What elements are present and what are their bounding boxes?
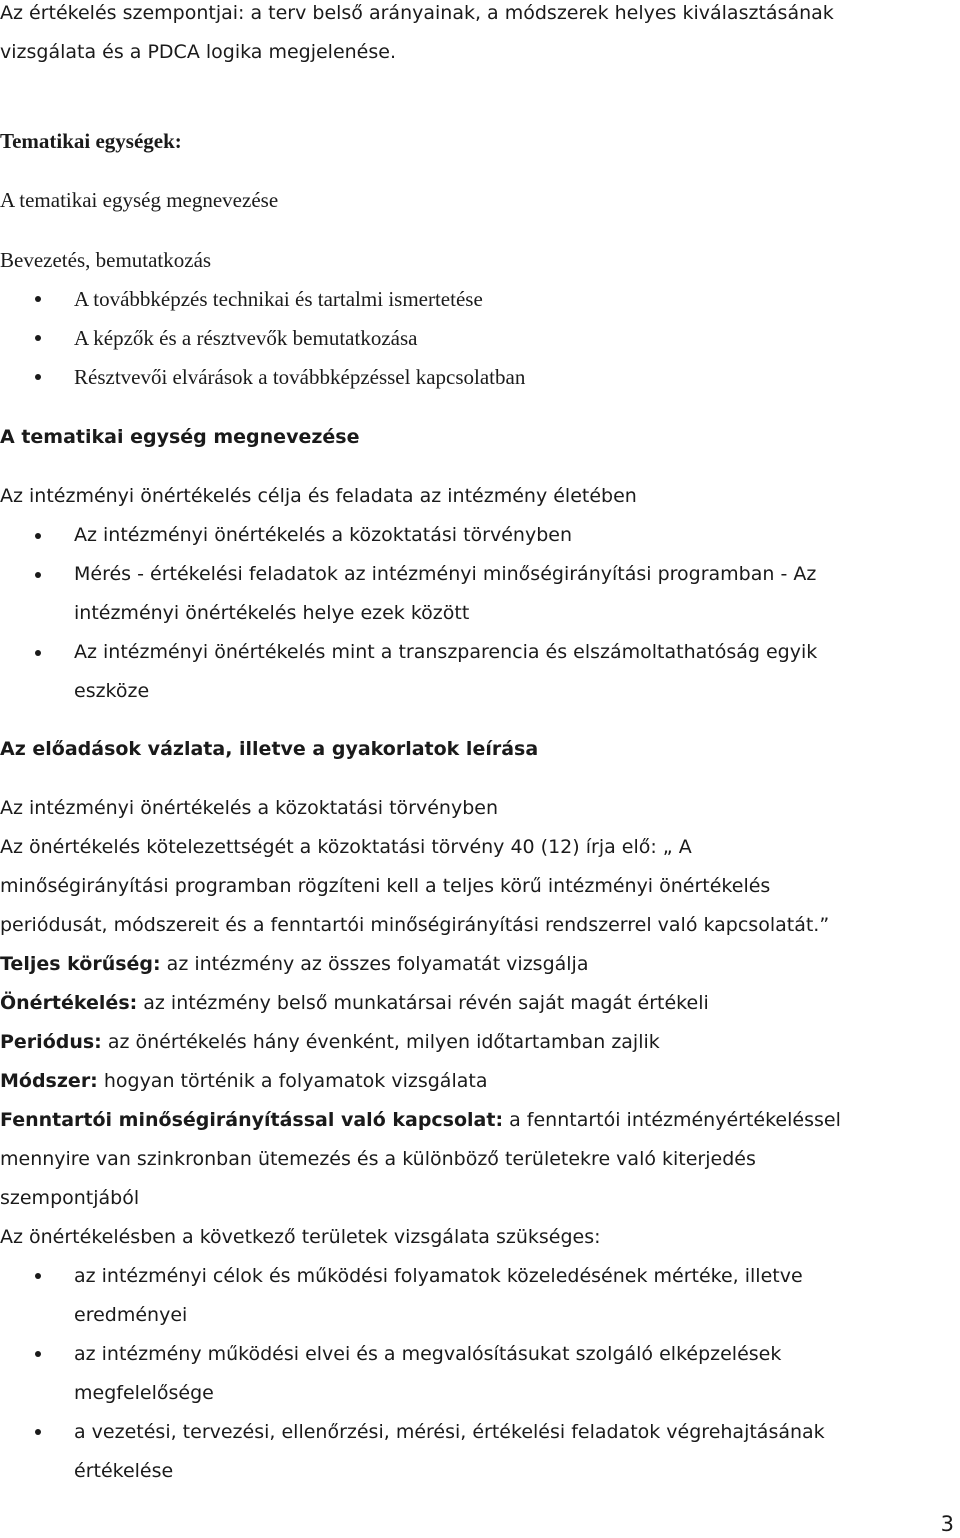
intro-line-2: vizsgálata és a PDCA logika megjelenése.: [0, 41, 397, 63]
page-number: 3: [940, 1512, 954, 1536]
bullet-icon: [35, 335, 41, 341]
list-item: a vezetési, tervezési, ellenőrzési, mérési, értékelési feladatok végrehajtásának: [74, 1421, 825, 1443]
bullet-icon: [35, 533, 41, 539]
intro-line-1: Az értékelés szempontjai: a terv belső arányainak, a módszerek helyes kiválasztásának: [0, 2, 834, 24]
section-heading-units: Tematikai egységek:: [0, 129, 182, 153]
bullet-icon: [35, 1273, 41, 1279]
unit-label-2: A tematikai egység megnevezése: [0, 426, 360, 448]
list-item: A képzők és a résztvevők bemutatkozása: [74, 326, 418, 350]
list-item: Mérés - értékelési feladatok az intézményi minőségirányítási programban - Az: [74, 563, 817, 585]
definition-text: a fenntartói intézményértékeléssel: [503, 1109, 841, 1131]
paragraph-line: minőségirányítási programban rögzíteni kell a teljes körű intézményi önértékelés: [0, 875, 771, 897]
definition-term: Önértékelés:: [0, 992, 138, 1014]
list-item: A továbbképzés technikai és tartalmi ismertetése: [74, 287, 483, 311]
list-item-continuation: intézményi önértékelés helye ezek között: [74, 602, 470, 624]
bullet-icon: [35, 1351, 41, 1357]
bullet-icon: [35, 650, 41, 656]
definition-row: [0, 1101, 841, 1140]
list-item: az intézmény működési elvei és a megvalósításukat szolgáló elképzelések: [74, 1343, 782, 1365]
paragraph-line: periódusát, módszereit és a fenntartói minőségirányítási rendszerrel való kapcsolatát.”: [0, 914, 830, 936]
definition-term: Teljes körűség:: [0, 953, 161, 975]
list-item-continuation: eszköze: [74, 680, 150, 702]
definition-continuation: szempontjából: [0, 1187, 140, 1209]
bullet-icon: [35, 374, 41, 380]
definition-text: az intézmény belső munkatársai révén saját magát értékeli: [137, 992, 709, 1014]
definition-row: [0, 984, 709, 1023]
paragraph-line: Az önértékelés kötelezettségét a közoktatási törvény 40 (12) írja elő: „ A: [0, 836, 692, 858]
paragraph-title: Az intézményi önértékelés a közoktatási törvényben: [0, 797, 499, 819]
list-item: Az intézményi önértékelés a közoktatási törvényben: [74, 524, 573, 546]
definition-term: Periódus:: [0, 1031, 102, 1053]
bullet-icon: [35, 1429, 41, 1435]
list-item-continuation: értékelése: [74, 1460, 174, 1482]
bullet-icon: [35, 296, 41, 302]
definition-row: [0, 1062, 487, 1101]
list-item: az intézményi célok és működési folyamatok közeledésének mértéke, illetve: [74, 1265, 803, 1287]
definition-term: Módszer:: [0, 1070, 98, 1092]
definition-text: hogyan történik a folyamatok vizsgálata: [97, 1070, 488, 1092]
unit-label-1: A tematikai egység megnevezése: [0, 188, 279, 212]
bullet-icon: [35, 572, 41, 578]
unit-title-1: Bevezetés, bemutatkozás: [0, 248, 212, 272]
definition-text: az önértékelés hány évenként, milyen időtartamban zajlik: [101, 1031, 660, 1053]
list-item: Résztvevői elvárások a továbbképzéssel kapcsolatban: [74, 365, 526, 389]
definition-continuation: mennyire van szinkronban ütemezés és a különböző területekre való kiterjedés: [0, 1148, 756, 1170]
areas-intro: Az önértékelésben a következő területek vizsgálata szükséges:: [0, 1226, 601, 1248]
unit-title-2: Az intézményi önértékelés célja és feladata az intézmény életében: [0, 485, 637, 507]
section-heading-outline: Az előadások vázlata, illetve a gyakorlatok leírása: [0, 738, 539, 760]
list-item: Az intézményi önértékelés mint a transzparencia és elszámoltathatóság egyik: [74, 641, 818, 663]
definition-term: Fenntartói minőségirányítással való kapcsolat:: [0, 1109, 504, 1131]
definition-text: az intézmény az összes folyamatát vizsgálja: [160, 953, 589, 975]
list-item-continuation: megfelelősége: [74, 1382, 214, 1404]
definition-row: [0, 1023, 660, 1062]
list-item-continuation: eredményei: [74, 1304, 188, 1326]
definition-row: [0, 945, 588, 984]
